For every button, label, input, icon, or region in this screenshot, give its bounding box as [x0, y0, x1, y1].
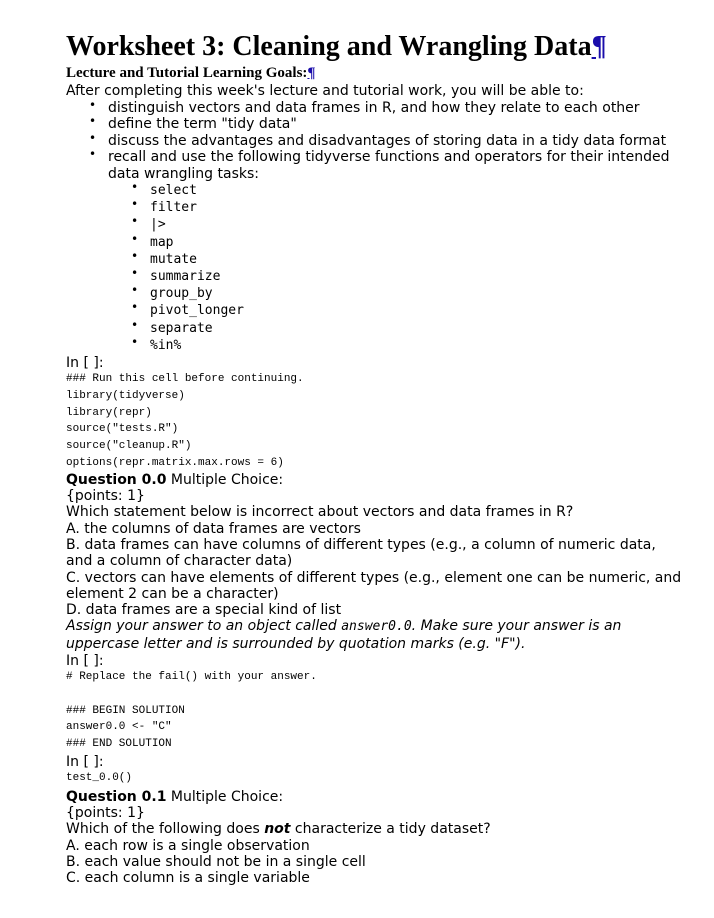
- points-text: {points: 1}: [66, 805, 145, 822]
- intro-text: After completing this week's lecture and tutorial work, you will be able to:: [66, 83, 584, 99]
- option-a: A. each row is a single observation: [66, 837, 310, 854]
- option-b: B. each value should not be in a single cell: [66, 854, 366, 871]
- option-a: A. the columns of data frames are vectors: [66, 520, 361, 537]
- function-item: • group_by: [150, 285, 686, 302]
- functions-list: [108, 182, 686, 354]
- function-item: • filter: [150, 199, 686, 216]
- option-c: C. vectors can have elements of different types (e.g., element one can be numeric, and element 2 can be a character): [66, 569, 682, 602]
- option-d: D. data frames are a special kind of list: [66, 602, 342, 619]
- function-item: • select: [150, 182, 686, 199]
- worksheet-page: [66, 30, 686, 887]
- goal-item: • distinguish vectors and data frames in R, and how they relate to each other: [108, 100, 686, 117]
- function-item: • summarize: [150, 268, 686, 285]
- goals-anchor-link[interactable]: ¶: [307, 65, 316, 81]
- question-label: Question 0.1: [66, 788, 167, 805]
- answer-instructions: Assign your answer to an object called answer0.0. Make sure your answer is an uppercase letter and is surrounded by quotation marks (e.g. "F").: [66, 618, 622, 652]
- question-text: Which statement below is incorrect about vectors and data frames in R?: [66, 504, 574, 521]
- test-code-cell[interactable]: test_0.0(): [66, 772, 133, 785]
- goals-list: [66, 100, 686, 355]
- function-item: • separate: [150, 320, 686, 337]
- answer-variable: answer0.0: [341, 619, 412, 635]
- question-0-1: Question 0.1 Multiple Choice: {points: 1} Which of the following does not characterize a tidy dataset? A. each row is a single observation B. each value should not be in a single cell C. each column is a single variable: [66, 789, 686, 887]
- goal-item: • recall and use the following tidyverse functions and operators for their intended data wrangling tasks: • select • filter • |> • map • mutate • summarize • group_by • pivot_longer • separate • %in%: [108, 149, 686, 354]
- cell-prompt: In [ ]:: [66, 355, 104, 372]
- function-item: • mutate: [150, 251, 686, 268]
- function-item: • %in%: [150, 337, 686, 354]
- title-anchor-link[interactable]: ¶: [591, 31, 607, 62]
- goal-item: • define the term "tidy data": [108, 116, 686, 133]
- goals-heading: Lecture and Tutorial Learning Goals:¶: [66, 65, 316, 81]
- function-item: • |>: [150, 216, 686, 233]
- points-text: {points: 1}: [66, 488, 145, 505]
- option-b: B. data frames can have columns of different types (e.g., a column of numeric data, and a column of character data): [66, 537, 656, 570]
- question-label: Question 0.0: [66, 471, 167, 488]
- function-item: • pivot_longer: [150, 302, 686, 319]
- cell-prompt: In [ ]:: [66, 754, 104, 771]
- question-0-0: Question 0.0 Multiple Choice: {points: 1} Which statement below is incorrect about vectors and data frames in R? A. the columns of data frames are vectors B. data frames can have columns of different types (e.g., a column of numeric data, and a column of character data) C. vectors can have elements of different types (e.g., element one can be numeric, and element 2 can be a character) D. data frames are a special kind of list Assign your answer to an object called answer0.0. Make sure your answer is an uppercase letter and is surrounded by quotation marks (e.g. "F").: [66, 472, 686, 652]
- question-text: Which of the following does not characterize a tidy dataset?: [66, 821, 491, 838]
- page-title: Worksheet 3: Cleaning and Wrangling Data¶: [66, 31, 607, 62]
- setup-code-cell[interactable]: ### Run this cell before continuing. library(tidyverse) library(repr) source("tests.R") source("cleanup.R") options(repr.matrix.max.rows = 6): [66, 373, 304, 470]
- goal-item: • discuss the advantages and disadvantages of storing data in a tidy data format: [108, 133, 686, 150]
- answer-code-cell[interactable]: # Replace the fail() with your answer. ### BEGIN SOLUTION answer0.0 <- "C" ### END SOLUTION: [66, 671, 317, 751]
- cell-prompt: In [ ]:: [66, 653, 104, 670]
- function-item: • map: [150, 234, 686, 251]
- option-c: C. each column is a single variable: [66, 870, 310, 887]
